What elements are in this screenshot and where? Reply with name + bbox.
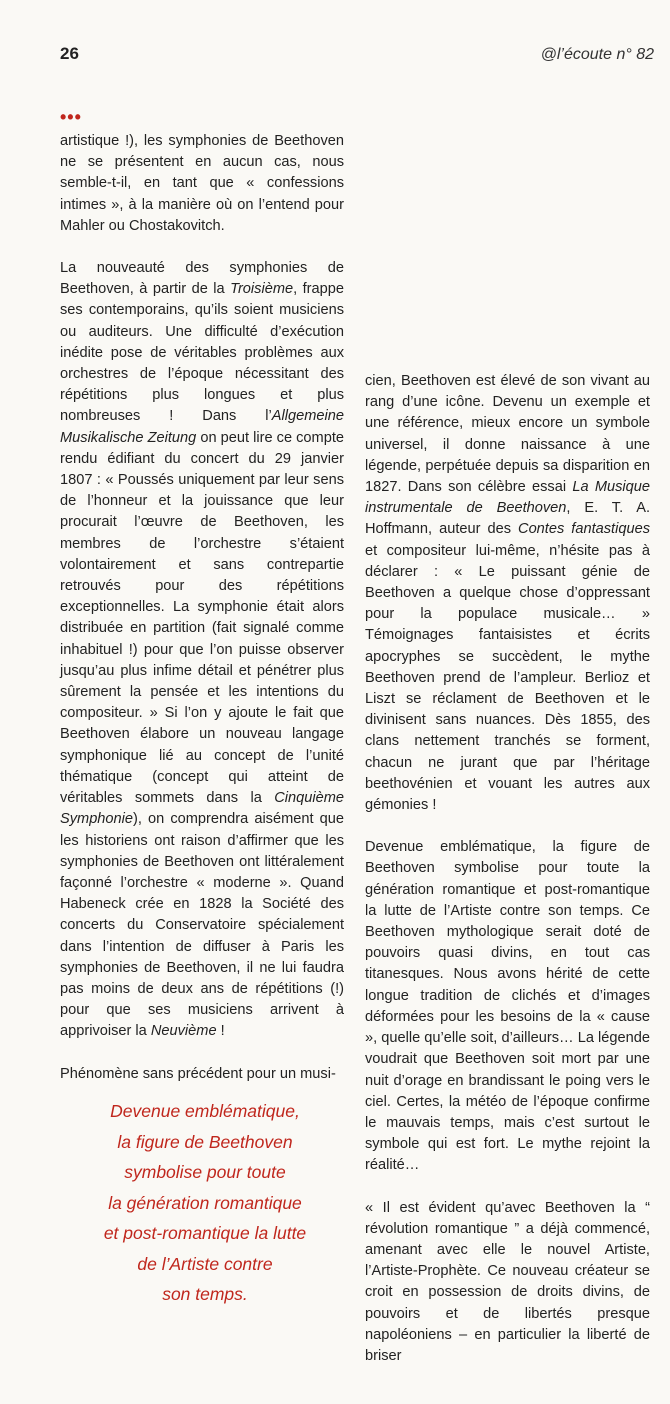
work-title: Cinquième Symphonie: [60, 790, 344, 828]
text-run: La nouveauté des symphonies de Beethoven, à partir de la: [60, 260, 344, 298]
text-run: !: [216, 1023, 225, 1040]
work-title: Contes fantastiques: [518, 521, 650, 538]
text-run: on peut lire ce compte rendu édifiant du concert du 29 janvier 1807 : « Poussés uniquement par leur sens de l’honneur et la jouissance que leur procurait l’œuvre de Beethoven, les membres de l’orchestre s’étaient volontairement et sans contrepartie retrouvés pour des répétitions exceptionnelles. La symphonie était alors distribuée en partition (fait signalé comme inhabituel !) pour que l’on puisse observer jusqu’au plus infime détail et pénétrer plus sûrement la pensée et les intentions du compositeur. » Si l’on y ajoute le fait que Beethoven élabore un nouveau langage symphonique lié au concept de l’unité thématique (concept qui atteint de véritables sommets dans la: [60, 429, 344, 807]
running-head: @l’écoute n° 82: [540, 46, 654, 63]
paragraph: artistique !), les symphonies de Beethoven ne se présentent en aucun cas, nous semble-t-il, en tant que « confessions intimes », à la manière où on l’entend pour Mahler ou Chostakovitch.: [60, 133, 344, 234]
pull-quote-line: son temps.: [162, 1284, 248, 1304]
right-column: [365, 371, 650, 1388]
text-run: cien, Beethoven est élevé de son vivant au rang d’une icône. Devenu un exemple et une référence, mieux encore un symbole universel, il donne naissance à une légende, perpétuée depuis sa disparition en 1827. Dans son célèbre essai: [365, 373, 650, 496]
paragraph: « Il est évident qu’avec Beethoven la “ révolution romantique ” a déjà commencé, amenant avec elle le nouvel Artiste, l’Artiste-Prophète. Ce nouveau créateur se croit en possession de droits divins, de pouvoirs et de libertés presque napoléoniens – en particulier la liberté de briser: [365, 1199, 650, 1364]
publication-title: Allgemeine Musikalische Zeitung: [60, 408, 344, 446]
work-title: La Musique instrumentale de Beethoven: [365, 479, 650, 517]
work-title: Neuvième: [150, 1023, 217, 1040]
pull-quote-line: et post-romantique la lutte: [103, 1223, 307, 1243]
paragraph: [60, 258, 344, 1043]
left-column: [60, 131, 344, 1101]
text-run: ), on comprendra aisément que les historiens ont raison d’affirmer que les symphonies de Beethoven ont littéralement façonné l’orchestre « moderne ». Quand Habeneck crée en 1828 la Société des concerts du Conservatoire spécialement dans l’intention de diffuser à Paris les symphonies de Beethoven, il ne lui faudra pas moins de deux ans de répétitions (!) pour que ses musiciens arrivent à apprivoiser la: [60, 811, 344, 1040]
text-run: , frappe ses contemporains, qu’ils soient musiciens ou auditeurs. Une difficulté d’exécution inédite pose de véritables problèmes aux orchestres de l’époque nécessitant des répétitions plus longues et plus nombreuses ! Dans l’: [60, 281, 344, 425]
continuation-mark: •••: [60, 107, 82, 127]
pull-quote: [60, 1096, 350, 1310]
paragraph: Devenue emblématique, la figure de Beethoven symbolise pour toute la génération romantique et post-romantique la lutte de l’Artiste contre son temps. Ce Beethoven mythologique serait doté de pouvoirs quasi divins, en tout cas titanesques. Nous avons hérité de cette longue tradition de clichés et d’images déformées pour les besoins de la « cause », quelle qu’elle soit, d’ailleurs… La légende voudrait que Beethoven soit mort par une nuit d’orage en brandissant le poing vers le ciel. Certes, la météo de l’époque confirme le mauvais temps, mais c’est surtout le symbole qui est fort. Le mythe rejoint la réalité…: [365, 839, 650, 1174]
paragraph: [365, 371, 650, 816]
text-run: , E. T. A. Hoffmann, auteur des: [365, 500, 650, 538]
paragraph: Phénomène sans précédent pour un musi-: [60, 1065, 336, 1082]
pull-quote-line: la figure de Beethoven: [117, 1131, 293, 1152]
page-number: 26: [60, 44, 79, 63]
pull-quote-line: Devenue emblématique,: [110, 1101, 300, 1121]
pull-quote-line: la génération romantique: [108, 1192, 302, 1213]
work-title: Troisième: [230, 281, 294, 298]
pull-quote-line: de l’Artiste contre: [137, 1253, 273, 1274]
pull-quote-line: symbolise pour toute: [124, 1162, 286, 1182]
text-run: et compositeur lui-même, n’hésite pas à déclarer : « Le puissant génie de Beethoven a quelque chose d’oppressant pour la populace musicale… » Témoignages fantaisistes et écrits apocryphes se succèdent, le mythe Beethoven prend de l’ampleur. Berlioz et Liszt se réclament de Beethoven et le divinisent sans nuances. Dès 1855, des clans nettement tranchés se forment, chacun ne jurant que par l’héritage beethovénien et vouant les autres aux gémonies !: [365, 542, 650, 814]
